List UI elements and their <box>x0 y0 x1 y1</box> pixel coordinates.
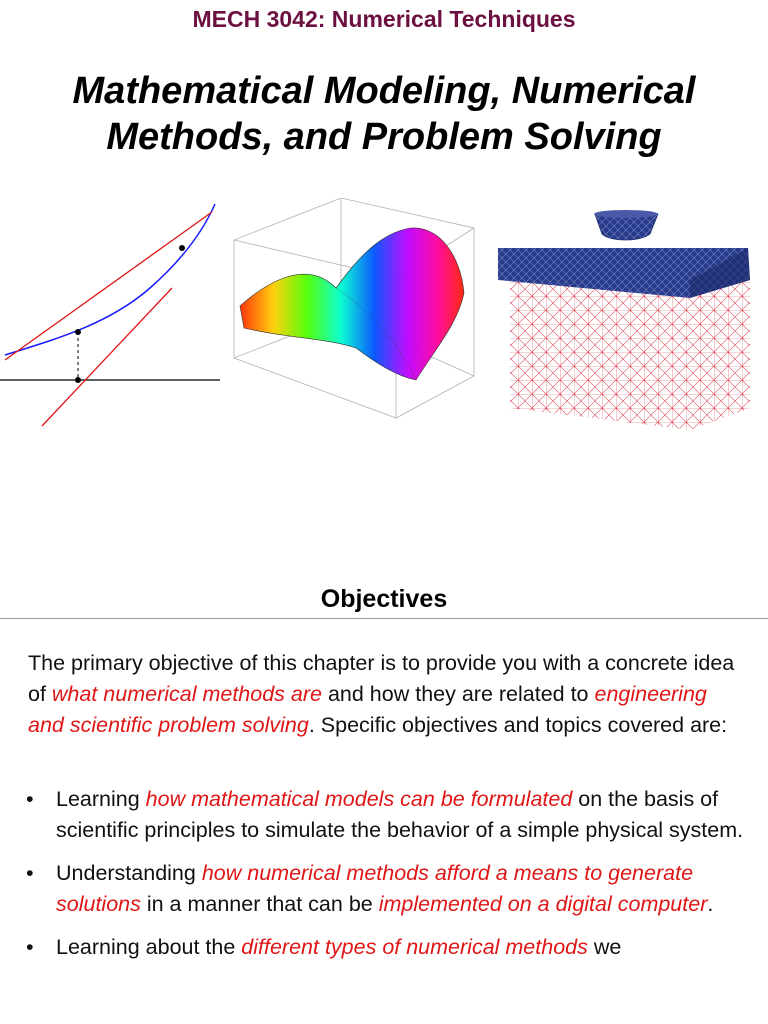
course-title: MECH 3042: Numerical Techniques <box>192 6 576 32</box>
objectives-heading: Objectives <box>320 585 448 613</box>
section-divider <box>0 618 768 619</box>
bullet-text: on the basis of scientific principles to simulate the behavior of a simple physical system. <box>56 787 744 842</box>
objectives-list <box>0 784 768 975</box>
intro-text-2: and how they are related to <box>321 682 595 706</box>
bullet-text: Learning <box>56 787 146 811</box>
slide-title-line-1: Mathematical Modeling, Numerical <box>72 70 696 112</box>
newton-method-figure <box>0 198 222 430</box>
bullet-icon: • <box>26 935 34 959</box>
bullet-text: . <box>707 892 714 916</box>
list-item <box>0 858 768 920</box>
intro-highlight-2: engineering and scientific problem solving <box>28 682 707 737</box>
bullet-icon: • <box>26 787 34 811</box>
bullet-text: we <box>587 935 622 959</box>
list-item <box>0 932 768 963</box>
objectives-intro <box>28 648 748 741</box>
bullet-text: in a manner that can be <box>140 892 379 916</box>
bullet-highlight: implemented on a digital computer <box>378 892 708 916</box>
list-item <box>0 784 768 846</box>
intro-text-1: The primary objective of this chapter is to provide you with a concrete idea of <box>28 651 735 706</box>
saddle-surface-figure <box>226 198 486 430</box>
bullet-text: Understanding <box>56 861 202 885</box>
bullet-highlight: how mathematical models can be formulated <box>145 787 573 811</box>
intro-highlight-1: what numerical methods are <box>51 682 322 706</box>
fe-mesh-figure <box>490 198 768 430</box>
intro-text-3: . Specific objectives and topics covered are: <box>308 713 728 737</box>
bullet-text: Learning about the <box>56 935 242 959</box>
slide-title-line-2: Methods, and Problem Solving <box>106 116 662 158</box>
bullet-icon: • <box>26 861 34 885</box>
bullet-highlight: how numerical methods afford a means to generate solutions <box>56 861 694 916</box>
bullet-highlight: different types of numerical methods <box>241 935 588 959</box>
slide-title <box>0 68 768 160</box>
